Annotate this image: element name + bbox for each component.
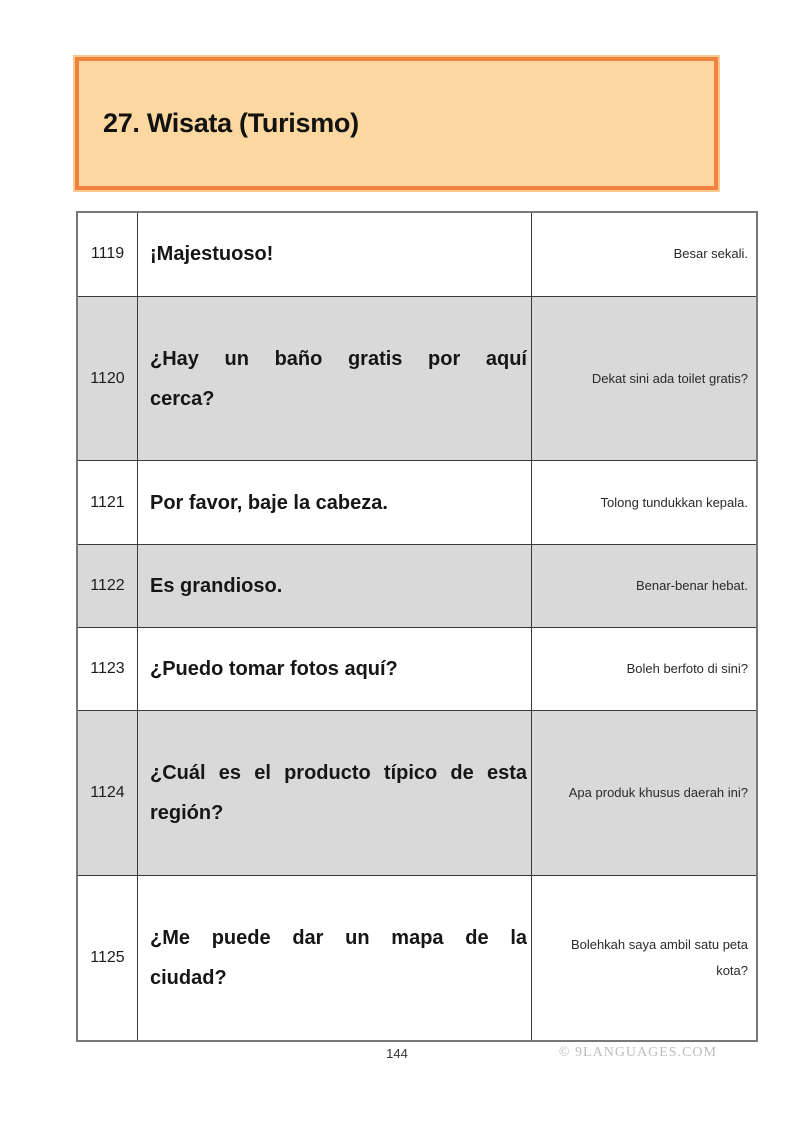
phrase-number: 1124: [77, 711, 138, 876]
table-row: [77, 711, 757, 876]
spanish-phrase: [138, 544, 532, 627]
chapter-title: 27. Wisata (Turismo): [103, 108, 359, 138]
spanish-phrase-line: ciudad?: [150, 966, 227, 989]
table-row: [77, 461, 757, 544]
indonesian-translation: Besar sekali.: [532, 212, 758, 296]
phrase-number: 1122: [77, 544, 138, 627]
phrase-number: 1120: [77, 296, 138, 461]
indonesian-translation: Bolehkah saya ambil satu peta kota?: [532, 875, 758, 1041]
spanish-phrase: [138, 627, 532, 710]
page-number: 144: [386, 1046, 408, 1061]
phrase-number: 1119: [77, 212, 138, 296]
spanish-phrase-line: región?: [150, 802, 224, 825]
table-row: [77, 544, 757, 627]
watermark: © 9LANGUAGES.COM: [558, 1045, 717, 1060]
phrase-number: 1121: [77, 461, 138, 544]
chapter-header: [75, 57, 718, 190]
spanish-phrase: [138, 875, 532, 1041]
phrase-table-body: [77, 212, 757, 1041]
indonesian-translation: Tolong tundukkan kepala.: [532, 461, 758, 544]
phrase-number: 1123: [77, 627, 138, 710]
spanish-phrase-line: ¿Hay un baño gratis por aquí: [150, 347, 527, 370]
spanish-phrase: [138, 711, 532, 876]
spanish-phrase-line: Es grandioso.: [150, 574, 283, 597]
table-row: [77, 875, 757, 1041]
phrase-number: 1125: [77, 875, 138, 1041]
table-row: [77, 212, 757, 296]
spanish-phrase: [138, 296, 532, 461]
spanish-phrase: [138, 212, 532, 296]
table-row: [77, 296, 757, 461]
spanish-phrase: [138, 461, 532, 544]
indonesian-translation: Dekat sini ada toilet gratis?: [532, 296, 758, 461]
spanish-phrase-line: ¿Cuál es el producto típico de esta: [150, 762, 527, 785]
indonesian-translation: Apa produk khusus daerah ini?: [532, 711, 758, 876]
spanish-phrase-line: ¿Puedo tomar fotos aquí?: [150, 658, 398, 681]
indonesian-translation: Benar-benar hebat.: [532, 544, 758, 627]
spanish-phrase-line: Por favor, baje la cabeza.: [150, 491, 388, 514]
spanish-phrase-line: ¡Majestuoso!: [150, 243, 274, 266]
indonesian-translation: Boleh berfoto di sini?: [532, 627, 758, 710]
phrase-table: [76, 211, 758, 1042]
spanish-phrase-line: cerca?: [150, 387, 215, 410]
spanish-phrase-line: ¿Me puede dar un mapa de la: [150, 926, 527, 949]
table-row: [77, 627, 757, 710]
